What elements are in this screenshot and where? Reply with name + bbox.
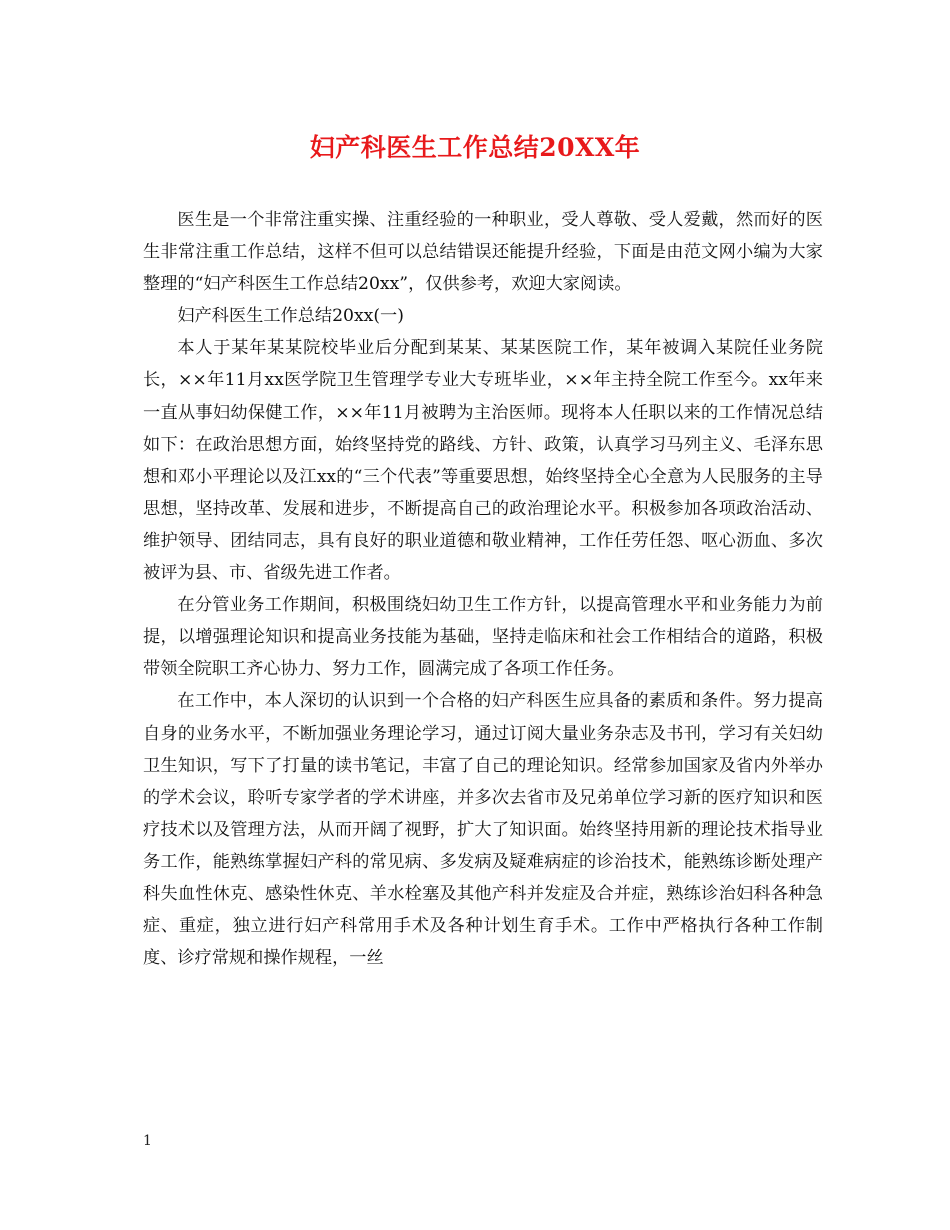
paragraph-background: 本人于某年某某院校毕业后分配到某某、某某医院工作，某年被调入某院任业务院长，××年11月xx医学院卫生管理学专业大专班毕业，××年主持全院工作至今。xx年来一直从事妇幼保健工作，××年11月被聘为主治医师。现将本人任职以来的工作情况总结如下：在政治思想方面，始终坚持党的路线、方针、政策，认真学习马列主义、毛泽东思想和邓小平理论以及江xx的“三个代表”等重要思想，始终坚持全心全意为人民服务的主导思想，坚持改革、发展和进步，不断提高自己的政治理论水平。积极参加各项政治活动、维护领导、团结同志，具有良好的职业道德和敬业精神，工作任劳任怨、呕心沥血、多次被评为县、市、省级先进工作者。 bbox=[143, 338, 823, 584]
page-number: 1 bbox=[143, 1133, 152, 1149]
paragraph-intro: 医生是一个非常注重实操、注重经验的一种职业，受人尊敬、受人爱戴，然而好的医生非常注重工作总结，这样不但可以总结错误还能提升经验，下面是由范文网小编为大家整理的“妇产科医生工作总结20xx”，仅供参考，欢迎大家阅读。 bbox=[143, 210, 823, 295]
document-body bbox=[143, 204, 823, 974]
section-heading: 妇产科医生工作总结20xx(一) bbox=[177, 306, 404, 327]
paragraph-clinical-work: 在工作中，本人深切的认识到一个合格的妇产科医生应具备的素质和条件。努力提高自身的业务水平，不断加强业务理论学习，通过订阅大量业务杂志及书刊，学习有关妇幼卫生知识，写下了打量的读书笔记，丰富了自己的理论知识。经常参加国家及省内外举办的学术会议，聆听专家学者的学术讲座，并多次去省市及兄弟单位学习新的医疗知识和医疗技术以及管理方法，从而开阔了视野，扩大了知识面。始终坚持用新的理论技术指导业务工作，能熟练掌握妇产科的常见病、多发病及疑难病症的诊治技术，能熟练诊断处理产科失血性休克、感染性休克、羊水栓塞及其他产科并发症及合并症，熟练诊治妇科各种急症、重症，独立进行妇产科常用手术及各种计划生育手术。工作中严格执行各种工作制度、诊疗常规和操作规程，一丝 bbox=[143, 691, 823, 969]
document-title: 妇产科医生工作总结20XX年 bbox=[309, 133, 641, 162]
paragraph-management: 在分管业务工作期间，积极围绕妇幼卫生工作方针，以提高管理水平和业务能力为前提，以增强理论知识和提高业务技能为基础，坚持走临床和社会工作相结合的道路，积极带领全院职工齐心协力、努力工作，圆满完成了各项工作任务。 bbox=[143, 595, 823, 680]
